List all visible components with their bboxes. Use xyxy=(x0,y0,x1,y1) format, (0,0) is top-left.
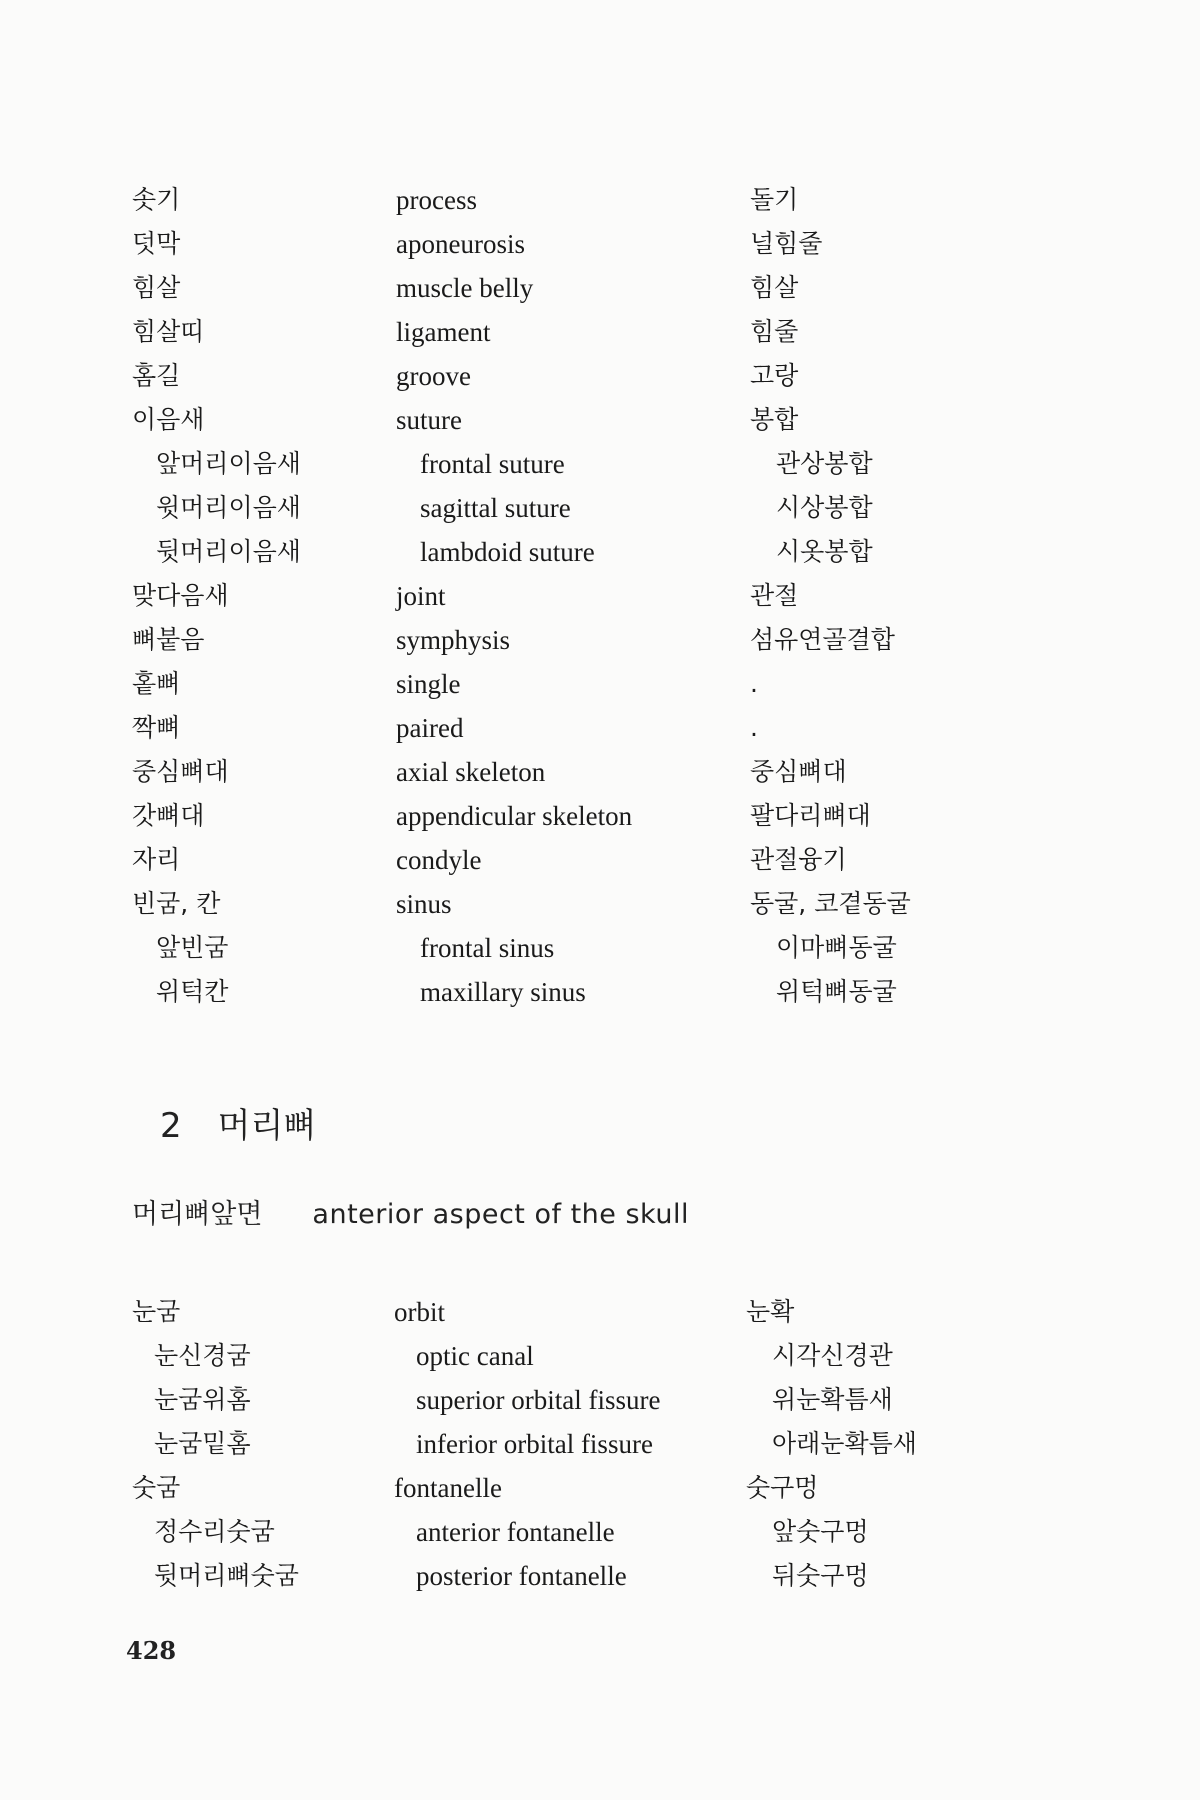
term-korean: 덧막 xyxy=(132,229,181,258)
term-korean-standard: 앞숫구멍 xyxy=(772,1517,869,1546)
term-english: orbit xyxy=(394,1297,445,1327)
term-english: symphysis xyxy=(396,625,511,655)
term-korean: 뼈붙음 xyxy=(132,625,205,654)
term-korean-standard: 위눈확틈새 xyxy=(772,1385,893,1414)
term-english: muscle belly xyxy=(396,273,534,303)
term-row-orbit xyxy=(0,1290,1200,1334)
term-english: posterior fontanelle xyxy=(416,1561,627,1591)
term-english: joint xyxy=(396,581,446,611)
term-english: sagittal suture xyxy=(420,493,571,523)
term-korean-standard: 눈확 xyxy=(746,1297,795,1326)
term-row-fontanelle xyxy=(0,1466,1200,1510)
term-english: sinus xyxy=(396,889,452,919)
term-english: process xyxy=(396,185,477,215)
term-korean: 갓뼈대 xyxy=(132,801,205,830)
term-korean-standard: 널힘줄 xyxy=(750,229,823,258)
page-number: 428 xyxy=(126,1636,177,1665)
term-korean-standard: 관상봉합 xyxy=(776,449,873,478)
term-korean: 정수리숫굼 xyxy=(154,1517,275,1546)
term-korean: 윗머리이음새 xyxy=(156,493,301,522)
term-english: axial skeleton xyxy=(396,757,546,787)
term-row-aponeurosis xyxy=(0,222,1200,266)
term-korean: 앞빈굼 xyxy=(156,933,229,962)
term-row-maxillary-sinus xyxy=(0,970,1200,1014)
term-korean: 솟기 xyxy=(132,185,181,214)
term-korean-standard: . xyxy=(750,669,758,698)
term-korean: 뒷머리뼈숫굼 xyxy=(154,1561,299,1590)
term-row-optic-canal xyxy=(0,1334,1200,1378)
term-korean-standard: 숫구멍 xyxy=(746,1473,819,1502)
term-korean-standard: 고랑 xyxy=(750,361,799,390)
term-korean: 뒷머리이음새 xyxy=(156,537,301,566)
term-row-lambdoid-suture xyxy=(0,530,1200,574)
term-korean-standard: 뒤숫구멍 xyxy=(772,1561,869,1590)
term-korean-standard: 봉합 xyxy=(750,405,799,434)
term-english: appendicular skeleton xyxy=(396,801,633,831)
term-korean-standard: 이마뼈동굴 xyxy=(776,933,897,962)
subsection-english: anterior aspect of the skull xyxy=(312,1199,689,1230)
term-english: groove xyxy=(396,361,471,391)
term-korean: 힘살 xyxy=(132,273,181,302)
terms-table-top xyxy=(0,178,1200,1014)
term-english: lambdoid suture xyxy=(420,537,595,567)
term-english: fontanelle xyxy=(394,1473,502,1503)
term-korean: 눈신경굼 xyxy=(154,1341,251,1370)
term-korean: 짝뼈 xyxy=(132,713,181,742)
term-korean-standard: 아래눈확틈새 xyxy=(772,1429,917,1458)
section-heading xyxy=(160,1098,316,1147)
term-korean: 힘살띠 xyxy=(132,317,205,346)
term-english: superior orbital fissure xyxy=(416,1385,661,1415)
term-row-superior-orbital-fissure xyxy=(0,1378,1200,1422)
term-row-condyle xyxy=(0,838,1200,882)
term-english: frontal sinus xyxy=(420,933,555,963)
term-korean-standard: 관절융기 xyxy=(750,845,847,874)
term-english: paired xyxy=(396,713,464,743)
term-english: anterior fontanelle xyxy=(416,1517,615,1547)
term-korean: 눈굼밑홈 xyxy=(154,1429,251,1458)
term-korean: 맞다음새 xyxy=(132,581,229,610)
term-korean-standard: 힘살 xyxy=(750,273,799,302)
term-korean-standard: 힘줄 xyxy=(750,317,799,346)
term-korean-standard: 시옷봉합 xyxy=(776,537,873,566)
term-korean: 홈길 xyxy=(132,361,181,390)
term-english: inferior orbital fissure xyxy=(416,1429,653,1459)
term-korean: 중심뼈대 xyxy=(132,757,229,786)
term-row-suture xyxy=(0,398,1200,442)
term-korean-standard: 섬유연골결합 xyxy=(750,625,895,654)
term-row-frontal-sinus xyxy=(0,926,1200,970)
term-english: ligament xyxy=(396,317,491,347)
term-row-frontal-suture xyxy=(0,442,1200,486)
term-korean-standard: 시각신경관 xyxy=(772,1341,893,1370)
term-row-joint xyxy=(0,574,1200,618)
term-korean: 눈굼위홈 xyxy=(154,1385,251,1414)
subsection-korean: 머리뼈앞면 xyxy=(132,1199,263,1230)
term-row-anterior-fontanelle xyxy=(0,1510,1200,1554)
subsection-heading xyxy=(132,1192,689,1231)
term-korean-standard: 시상봉합 xyxy=(776,493,873,522)
section-number: 2 xyxy=(160,1106,182,1146)
term-korean: 자리 xyxy=(132,845,181,874)
term-row-single xyxy=(0,662,1200,706)
term-english: maxillary sinus xyxy=(420,977,586,1007)
term-row-ligament xyxy=(0,310,1200,354)
term-korean-standard: 동굴, 코곁동굴 xyxy=(750,889,911,918)
term-korean-standard: 위턱뼈동굴 xyxy=(776,977,897,1006)
term-english: single xyxy=(396,669,461,699)
term-korean: 이음새 xyxy=(132,405,205,434)
term-english: optic canal xyxy=(416,1341,534,1371)
term-row-sinus xyxy=(0,882,1200,926)
term-row-groove xyxy=(0,354,1200,398)
term-english: condyle xyxy=(396,845,482,875)
terms-table-bottom xyxy=(0,1290,1200,1598)
term-korean-standard: 팔다리뼈대 xyxy=(750,801,871,830)
term-row-posterior-fontanelle xyxy=(0,1554,1200,1598)
term-row-paired xyxy=(0,706,1200,750)
term-korean-standard: 관절 xyxy=(750,581,799,610)
term-row-muscle-belly xyxy=(0,266,1200,310)
term-row-symphysis xyxy=(0,618,1200,662)
term-row-inferior-orbital-fissure xyxy=(0,1422,1200,1466)
term-english: aponeurosis xyxy=(396,229,525,259)
section-title: 머리뼈 xyxy=(217,1106,317,1146)
term-korean: 앞머리이음새 xyxy=(156,449,301,478)
term-english: frontal suture xyxy=(420,449,565,479)
term-row-process xyxy=(0,178,1200,222)
term-row-axial-skeleton xyxy=(0,750,1200,794)
term-korean-standard: 돌기 xyxy=(750,185,799,214)
term-korean: 빈굼, 칸 xyxy=(132,889,221,918)
term-korean: 위턱칸 xyxy=(156,977,229,1006)
term-korean: 눈굼 xyxy=(132,1297,181,1326)
term-korean: 홑뼈 xyxy=(132,669,181,698)
term-korean-standard: . xyxy=(750,713,758,742)
term-row-appendicular-skeleton xyxy=(0,794,1200,838)
term-korean-standard: 중심뼈대 xyxy=(750,757,847,786)
term-korean: 숫굼 xyxy=(132,1473,181,1502)
term-english: suture xyxy=(396,405,462,435)
term-row-sagittal-suture xyxy=(0,486,1200,530)
